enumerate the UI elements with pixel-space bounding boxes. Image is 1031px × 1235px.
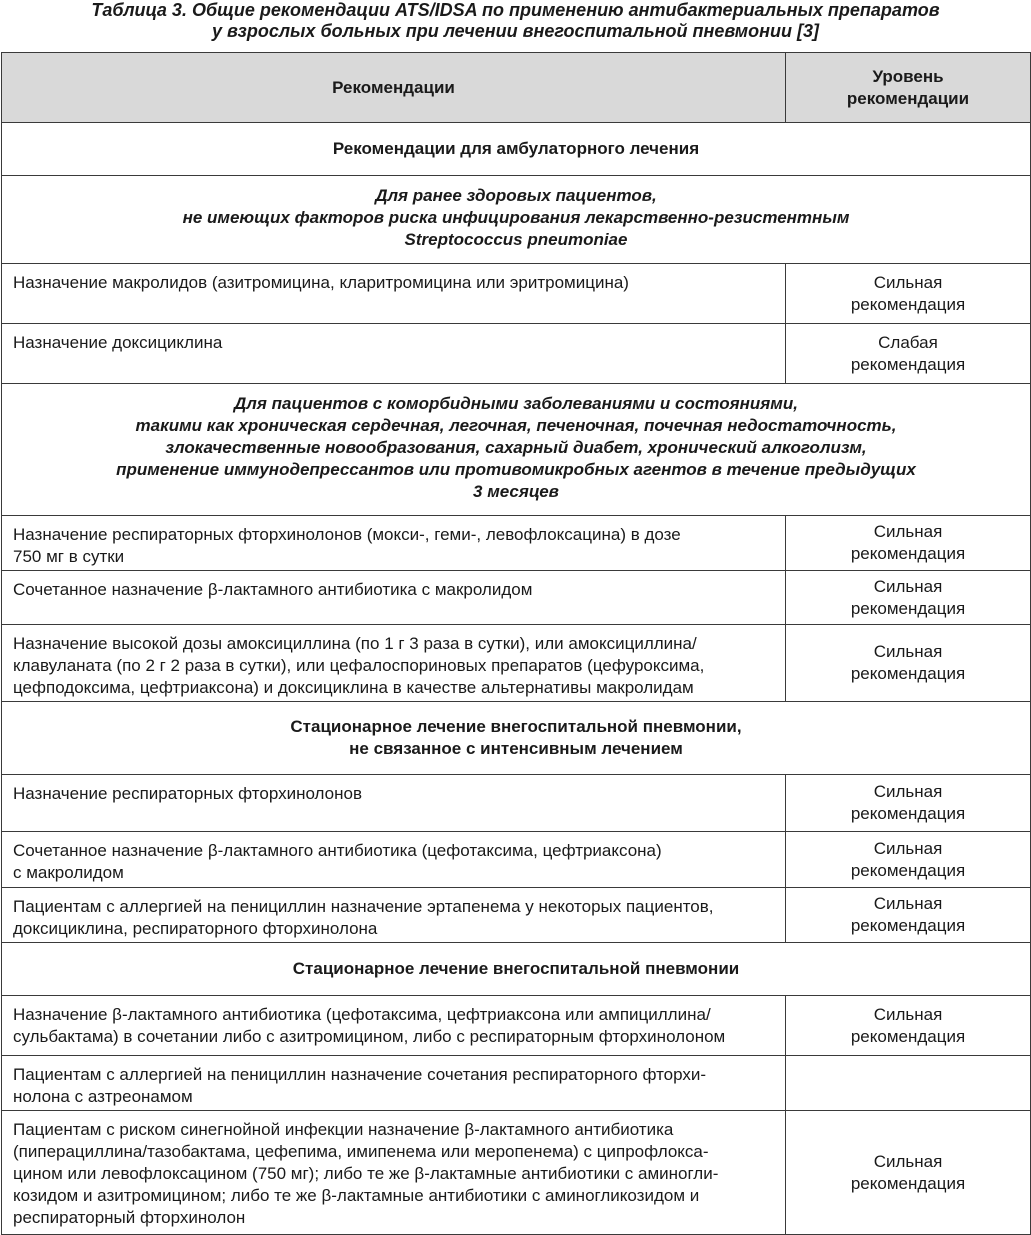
section-line: 3 месяцев xyxy=(473,482,559,501)
section-line: злокачественные новообразования, сахарный диабет, хронический алкоголизм, xyxy=(165,438,867,457)
section-hospital: Стационарное лечение внегоспитальной пневмонии xyxy=(2,943,1031,996)
table-row xyxy=(2,996,1031,1056)
recommendation-line: нолона с азтреонамом xyxy=(13,1087,193,1106)
level-cell xyxy=(786,1111,1031,1235)
level-cell xyxy=(786,888,1031,943)
recommendation-line: респираторный фторхинолон xyxy=(13,1208,246,1227)
recommendation-cell xyxy=(2,324,786,384)
recommendation-cell xyxy=(2,625,786,702)
recommendation-cell xyxy=(2,832,786,888)
recommendation-line: сульбактама) в сочетании либо с азитромицином, либо с респираторным фторхинолоном xyxy=(13,1027,726,1046)
level-cell xyxy=(786,1056,1031,1111)
section-row xyxy=(2,123,1031,176)
level-line: Сильная xyxy=(873,1151,943,1171)
section-line: не имеющих факторов риска инфицирования лекарственно-резистентным xyxy=(182,208,850,227)
recommendation-cell xyxy=(2,264,786,324)
level-line: Сильная xyxy=(873,838,943,858)
level-line: Сильная xyxy=(873,782,943,801)
recommendation-line: с макролидом xyxy=(13,863,124,882)
level-line: рекомендация xyxy=(850,544,966,563)
table-row xyxy=(2,571,1031,625)
section-row xyxy=(2,176,1031,264)
level-line: рекомендация xyxy=(850,294,966,314)
section-row xyxy=(2,943,1031,996)
section-line: Для ранее здоровых пациентов, xyxy=(375,186,657,205)
recommendation-line: 750 мг в сутки xyxy=(13,547,125,566)
recommendation-line: Пациентам с риском синегнойной инфекции назначение β-лактамного антибиотика xyxy=(13,1120,674,1139)
level-line: Сильная xyxy=(873,642,943,661)
table-row xyxy=(2,888,1031,943)
recommendation-line: клавуланата (по 2 г 2 раза в сутки), или цефалоспориновых препаратов (цефуроксима, xyxy=(13,656,705,675)
level-line: рекомендация xyxy=(850,354,966,374)
level-line: рекомендация xyxy=(850,598,966,618)
section-row xyxy=(2,384,1031,516)
caption-line-2: у взрослых больных при лечении внегоспитальной пневмонии [3] xyxy=(212,21,819,41)
table-row xyxy=(2,1111,1031,1235)
section-line: Для пациентов с коморбидными заболеваниями и состояниями, xyxy=(234,394,798,413)
recommendation-line: Назначение доксициклина xyxy=(13,333,223,352)
level-cell xyxy=(786,571,1031,625)
level-cell xyxy=(786,264,1031,324)
level-line: рекомендация xyxy=(850,804,966,823)
level-cell xyxy=(786,516,1031,571)
recommendation-line: козидом и азитромицином; либо те же β-лактамные антибиотики с аминогликозидом и xyxy=(13,1186,700,1205)
table-row xyxy=(2,264,1031,324)
header-recommendations: Рекомендации xyxy=(2,53,786,123)
recommendation-line: Назначение β-лактамного антибиотика (цефотаксима, цефтриаксона или ампициллина/ xyxy=(13,1005,711,1024)
level-line: Сильная xyxy=(873,522,943,541)
level-line: рекомендация xyxy=(850,1173,966,1193)
section-line: Streptococcus pneumoniae xyxy=(404,230,628,249)
table-row xyxy=(2,516,1031,571)
section-hospital-non-icu xyxy=(2,702,1031,775)
level-line: Сильная xyxy=(873,894,943,913)
recommendation-line: Пациентам с аллергией на пенициллин назначение сочетания респираторного фторхи- xyxy=(13,1065,707,1084)
recommendation-line: Назначение высокой дозы амоксициллина (по 1 г 3 раза в сутки), или амоксициллина/ xyxy=(13,634,697,653)
level-line: рекомендация xyxy=(850,1026,966,1046)
level-line: Слабая xyxy=(878,332,938,352)
table-row xyxy=(2,832,1031,888)
level-line: Сильная xyxy=(873,576,943,596)
recommendation-line: Назначение респираторных фторхинолонов xyxy=(13,784,362,803)
recommendations-table xyxy=(1,52,1031,1235)
level-line: рекомендация xyxy=(850,860,966,880)
section-comorbid-patients xyxy=(2,384,1031,516)
recommendation-line: доксициклина, респираторного фторхинолона xyxy=(13,919,378,938)
level-cell xyxy=(786,324,1031,384)
section-ambulatory: Рекомендации для амбулаторного лечения xyxy=(2,123,1031,176)
section-line: не связанное с интенсивным лечением xyxy=(349,739,683,758)
recommendation-line: цином или левофлоксацином (750 мг); либо те же β-лактамные антибиотики с аминогли- xyxy=(13,1164,719,1183)
section-line: такими как хроническая сердечная, легочная, печеночная, почечная недостаточность, xyxy=(135,416,897,435)
level-line: Сильная xyxy=(873,1004,943,1024)
level-cell xyxy=(786,625,1031,702)
header-level-line-1: Уровень xyxy=(872,66,944,86)
caption-line-1: Таблица 3. Общие рекомендации ATS/IDSA по применению антибактериальных препаратов xyxy=(91,0,940,20)
recommendation-line: Сочетанное назначение β-лактамного антибиотика (цефотаксима, цефтриаксона) xyxy=(13,841,662,860)
recommendation-line: Сочетанное назначение β-лактамного антибиотика с макролидом xyxy=(13,580,533,599)
recommendation-line: Назначение макролидов (азитромицина, кларитромицина или эритромицина) xyxy=(13,273,629,292)
table-row xyxy=(2,1056,1031,1111)
level-cell xyxy=(786,775,1031,832)
level-line: рекомендация xyxy=(850,916,966,935)
header-row xyxy=(2,53,1031,123)
recommendation-cell xyxy=(2,516,786,571)
level-cell xyxy=(786,996,1031,1056)
recommendation-line: Назначение респираторных фторхинолонов (мокси-, геми-, левофлоксацина) в дозе xyxy=(13,525,681,544)
recommendation-cell xyxy=(2,1056,786,1111)
section-line: применение иммунодепрессантов или противомикробных агентов в течение предыдущих xyxy=(116,460,916,479)
section-row xyxy=(2,702,1031,775)
level-line: Сильная xyxy=(873,272,943,292)
header-level xyxy=(786,53,1031,123)
recommendation-cell xyxy=(2,888,786,943)
section-healthy-patients xyxy=(2,176,1031,264)
level-line: рекомендация xyxy=(850,664,966,683)
recommendation-cell xyxy=(2,996,786,1056)
level-cell xyxy=(786,832,1031,888)
recommendation-cell xyxy=(2,1111,786,1235)
recommendation-cell xyxy=(2,775,786,832)
recommendation-line: Пациентам с аллергией на пенициллин назначение эртапенема у некоторых пациентов, xyxy=(13,897,714,916)
table-row xyxy=(2,775,1031,832)
recommendation-line: (пиперациллина/тазобактама, цефепима, имипенема или меропенема) с ципрофлокса- xyxy=(13,1142,709,1161)
header-level-line-2: рекомендации xyxy=(846,88,970,108)
recommendation-line: цефподоксима, цефтриаксона) и доксициклина в качестве альтернативы макролидам xyxy=(13,678,694,697)
table-row xyxy=(2,625,1031,702)
table-row xyxy=(2,324,1031,384)
table-caption xyxy=(0,0,1031,52)
section-line: Стационарное лечение внегоспитальной пневмонии, xyxy=(290,717,742,736)
recommendation-cell xyxy=(2,571,786,625)
